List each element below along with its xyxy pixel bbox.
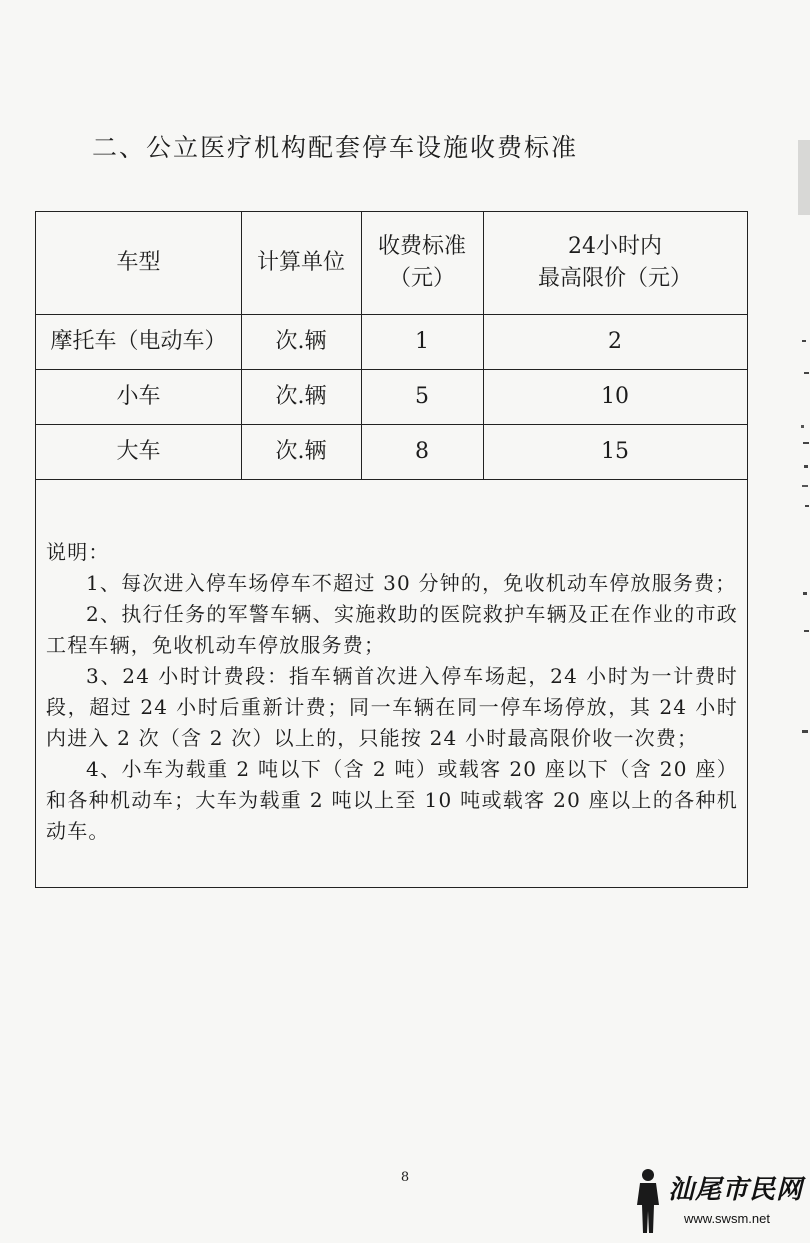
table-cell-unit: 次.辆 [275, 328, 327, 354]
header-type-label: 车型 [116, 250, 161, 275]
table-cell-fee: 8 [415, 438, 429, 464]
header-type [36, 212, 241, 314]
watermark-figure-icon [632, 1167, 664, 1235]
section-heading: 二、公立医疗机构配套停车设施收费标准 [92, 133, 579, 162]
table-cell-type: 摩托车（电动车） [50, 328, 227, 354]
notes-section [46, 537, 738, 847]
page-number: 8 [400, 1170, 410, 1185]
note-item: 2、执行任务的军警车辆、实施救助的医院救护车辆及正在作业的市政工程车辆，免收机动车停放服务费； [46, 602, 738, 657]
header-fee [361, 212, 483, 314]
table-cell-unit: 次.辆 [275, 438, 327, 464]
note-item: 3、24 小时计费段：指车辆首次进入停车场起，24 小时为一计费时段，超过 24 小时后重新计费；同一车辆在同一停车场停放，其 24 小时内进入 2 次（含 2 次）以上的，只能按 24 小时最高限价收一次费； [46, 664, 738, 750]
table-rule [36, 479, 747, 480]
table-cell-max: 15 [601, 438, 629, 464]
header-fee-line1: 收费标准 [377, 234, 466, 259]
fee-table [35, 211, 748, 888]
header-fee-line2: （元） [388, 266, 455, 291]
watermark-url: www.swsm.net [684, 1211, 770, 1226]
table-cell-fee: 1 [415, 328, 429, 354]
scan-specks [796, 330, 810, 750]
header-max-line2: 最高限价（元） [537, 266, 692, 291]
table-cell-fee: 5 [415, 383, 429, 409]
page-edge-shadow [798, 140, 810, 215]
note-item: 4、小车为载重 2 吨以下（含 2 吨）或载客 20 座以下（含 20 座）和各种机动车；大车为载重 2 吨以上至 10 吨或载客 20 座以上的各种机动车。 [46, 757, 738, 843]
header-unit-label: 计算单位 [256, 250, 345, 275]
header-unit [241, 212, 361, 314]
note-item: 1、每次进入停车场停车不超过 30 分钟的，免收机动车停放服务费； [86, 571, 737, 595]
table-cell-type: 大车 [116, 438, 161, 464]
notes-title: 说明： [46, 540, 110, 564]
header-max-line1: 24小时内 [568, 234, 662, 259]
header-max [483, 212, 747, 314]
table-cell-max: 10 [601, 383, 629, 409]
table-cell-max: 2 [608, 328, 622, 354]
watermark [632, 1167, 802, 1237]
table-cell-type: 小车 [116, 383, 161, 409]
table-cell-unit: 次.辆 [275, 383, 327, 409]
watermark-text: 汕尾市民网 [668, 1175, 804, 1205]
